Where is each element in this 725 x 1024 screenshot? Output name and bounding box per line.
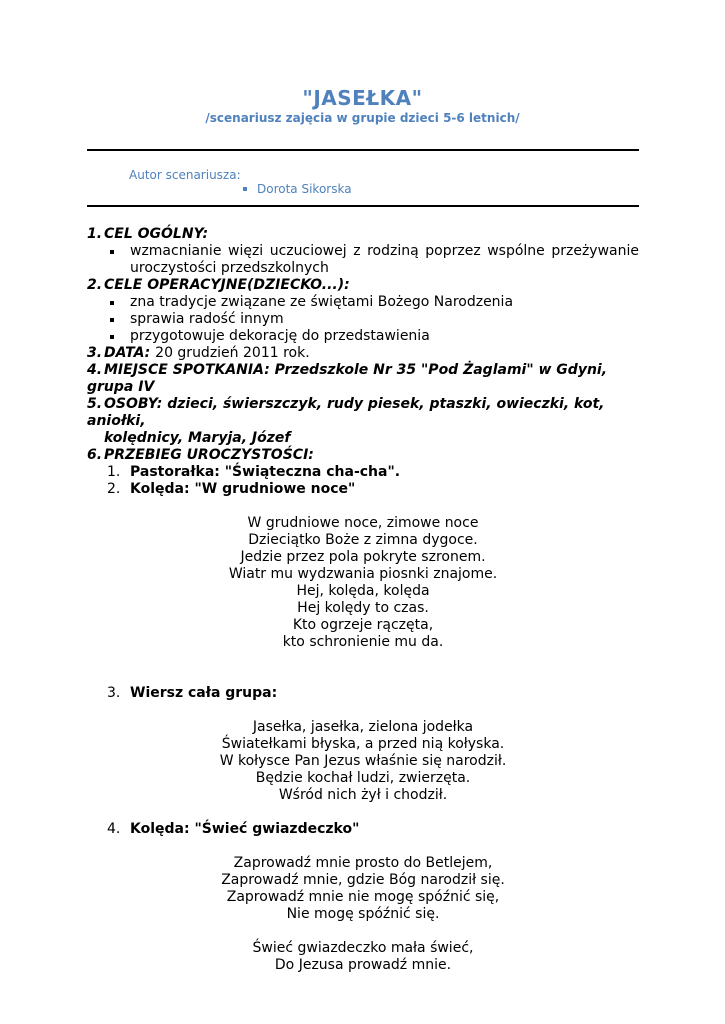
section-2-list: [87, 294, 639, 345]
section-2-heading: 2. CELE OPERACYJNE(DZIECKO...):: [87, 277, 350, 293]
poem-line: Nie mogę spóźnić się.: [286, 906, 440, 922]
program-item-1: 1. Pastorałka: "Świąteczna cha-cha".: [107, 464, 401, 480]
section-1-list: [87, 243, 639, 277]
poem-line: Do Jezusa prowadź mnie.: [274, 957, 452, 973]
divider-top: [87, 149, 639, 151]
poem-line: Świeć gwiazdeczko mała świeć,: [252, 940, 474, 956]
poem-line: Zaprowadź mnie nie mogę spóźnić się,: [226, 889, 500, 905]
poem-line: Jasełka, jasełka, zielona jodełka: [252, 719, 474, 735]
poem-line: Zaprowadź mnie, gdzie Bóg narodził się.: [221, 872, 505, 888]
section-1-heading: 1. CEL OGÓLNY:: [87, 226, 209, 242]
poem-line: Hej, kolęda, kolęda: [296, 583, 430, 599]
poem-line: Wiatr mu wydzwania piosnki znajome.: [228, 566, 498, 582]
poem-line: W grudniowe noce, zimowe noce: [247, 515, 479, 531]
list-item: wzmacnianie więzi uczuciowej z rodziną poprzez wspólne przeżywanie uroczystości przedszkolnych: [87, 243, 639, 277]
poem-jaselka: [87, 719, 639, 804]
poem-line: Będzie kochał ludzi, zwierzęta.: [255, 770, 471, 786]
document-subtitle: /scenariusz zajęcia w grupie dzieci 5-6 letnich/: [205, 111, 520, 125]
poem-line: Zaprowadź mnie prosto do Betlejem,: [233, 855, 493, 871]
program-item-3: 3. Wiersz cała grupa:: [107, 685, 278, 701]
date-value: 20 grudzień 2011 rok.: [155, 345, 310, 361]
author-label: Autor scenariusza:: [129, 168, 241, 182]
program-item-4: 4. Kolęda: "Świeć gwiazdeczko": [107, 821, 360, 837]
poem-line: Dzieciątko Boże z zimna dygoce.: [248, 532, 478, 548]
bullet-square-icon: [243, 187, 247, 191]
poem-line: Jedzie przez pola pokryte szronem.: [240, 549, 486, 565]
poem-line: Światełkami błyska, a przed nią kołyska.: [221, 736, 505, 752]
list-item: przygotowuje dekorację do przedstawienia: [87, 328, 639, 345]
author-name-item: [243, 182, 352, 196]
list-item: zna tradycje związane ze świętami Bożego Narodzenia: [87, 294, 639, 311]
section-4-place: 4. MIEJSCE SPOTKANIA: Przedszkole Nr 35 "Pod Żaglami" w Gdyni, grupa IV: [87, 362, 608, 395]
poem-line: kto schronienie mu da.: [282, 634, 444, 650]
section-5-people-cont: kolędnicy, Maryja, Józef: [104, 430, 291, 446]
document-title: "JASEŁKA": [302, 86, 423, 110]
document-body: [87, 226, 639, 974]
poem-line: W kołysce Pan Jezus właśnie się narodził.: [219, 753, 507, 769]
section-5-people: 5. OSOBY: dzieci, świerszczyk, rudy piesek, ptaszki, owieczki, kot, aniołki,: [87, 396, 605, 429]
poem-line: Hej kolędy to czas.: [297, 600, 429, 616]
poem-swiec-gwiazdeczko: [87, 855, 639, 974]
poem-w-grudniowe-noce: [87, 515, 639, 651]
section-3-date: 3. DATA: 20 grudzień 2011 rok.: [87, 345, 310, 361]
section-6-heading: 6. PRZEBIEG UROCZYSTOŚCI:: [87, 447, 314, 463]
divider-bottom: [87, 205, 639, 207]
list-item: sprawia radość innym: [87, 311, 639, 328]
program-item-2: 2. Kolęda: "W grudniowe noce": [107, 481, 356, 497]
poem-line: Kto ogrzeje rączęta,: [292, 617, 434, 633]
author-name: Dorota Sikorska: [257, 182, 352, 196]
poem-line: Wśród nich żył i chodził.: [278, 787, 448, 803]
